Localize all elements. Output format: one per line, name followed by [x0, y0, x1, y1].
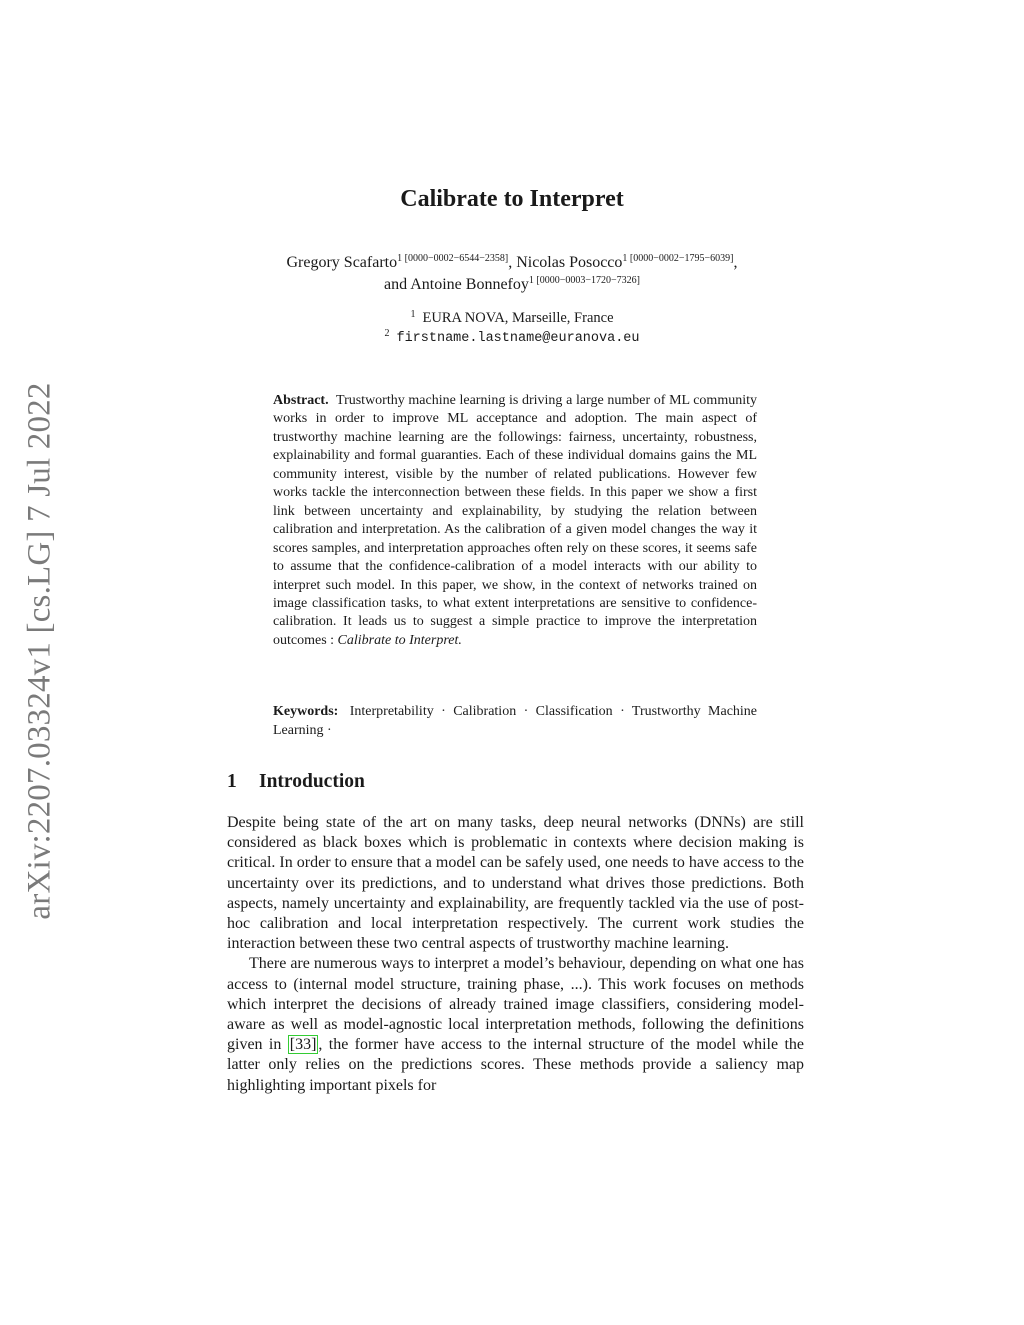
abstract-emphasis: Calibrate to Interpret. [337, 632, 462, 648]
affiliation-marker: 2 [384, 328, 390, 339]
keywords-text: Interpretability · Calibration · Classification · Trustworthy Machine Learning · [273, 704, 758, 738]
contact-email: firstname.lastname@euranova.eu [396, 331, 640, 346]
keywords [273, 703, 757, 740]
paragraph: There are numerous ways to interpret a model’s behaviour, depending on what one has access to (internal model structure, training phase, ...). This work focuses on methods which interpret the decisions of already trained image classifiers, considering model-aware as well as model-agnostic local interpretation methods, following the definitions given in [33] , the former have access to the internal structure of the model while the latter only relies on the predictions scores. These methods provide a saliency map highlighting important pixels for [227, 955, 805, 1094]
section-number: 1 [227, 771, 237, 792]
abstract-text: Trustworthy machine learning is driving a large number of ML community works in order to improve ML acceptance and adoption. The main aspect of trustworthy machine learning are the followings: fairness, uncertainty, robustness, explainability and formal guaranties. Each of these individual domains gains the ML community interest, visible by the number of related publications. However few works tackle the interconnection between these fields. In this paper we show a first link between uncertainty and explainability, by studying the relation between calibration and interpretation. As the calibration of a given model changes the way it scores samples, and interpretation approaches often rely on these scores, it seems safe to assume that the confidence-calibration of a model interacts with our ability to interpret such model. In this paper, we show, in the context of networks trained on image classification tasks, to what extent interpretations are sensitive to confidence-calibration. It leads us to suggest a simple practice to improve the interpretation outcomes : [273, 393, 757, 648]
paragraph: Despite being state of the art on many tasks, deep neural networks (DNNs) are still considered as black boxes which is problematic in contexts where decision making is critical. In order to ensure that a model can be safely used, one needs to have access to the uncertainty over its predictions, and to understand what drives those predictions. Both aspects, namely uncertainty and explainability, are frequently tackled via the use of post-hoc calibration and local interpretation respectively. The current work studies the interaction between these two central aspects of trustworthy machine learning. [227, 814, 804, 953]
keywords-label: Keywords: [273, 704, 339, 719]
author-orcid: 1 [0000−0003−1720−7326] [528, 275, 640, 286]
arxiv-identifier: arXiv:2207.03324v1 [cs.LG] 7 Jul 2022 [21, 382, 58, 920]
section-title: Introduction [259, 771, 365, 792]
body-text [227, 813, 804, 1096]
author-list: Gregory Scafarto$^{1 [0000-0002-6544-2358]}$, Nicolas Posocco$^{1 [0000-0002-1795-6039]}$, and Antoine Bonnefoy$^{1 [0000-0003-1720-7326]}$ [286, 253, 738, 293]
author-conjunction: and [384, 276, 408, 293]
affiliation-text: EURA NOVA, Marseille, France [422, 310, 614, 326]
author-orcid: 1 [0000−0002−1795−6039] [622, 253, 734, 264]
author-orcid: 1 [0000−0002−6544−2358] [397, 253, 509, 264]
section-heading [227, 771, 365, 793]
paper-title: Calibrate to Interpret [400, 186, 624, 212]
affiliation-line [0, 309, 1024, 328]
abstract [273, 392, 757, 650]
arxiv-sidebar-stamp [18, 373, 62, 929]
affiliation-marker: 1 [410, 309, 416, 320]
abstract-label: Abstract. [273, 393, 329, 408]
author-name: Gregory Scafarto [286, 254, 398, 271]
affiliations [0, 309, 1024, 348]
citation-link[interactable]: [33] [289, 1036, 317, 1054]
affiliation-line [0, 328, 1024, 348]
author-name: Antoine Bonnefoy [410, 276, 529, 293]
author-name: Nicolas Posocco [516, 254, 623, 271]
